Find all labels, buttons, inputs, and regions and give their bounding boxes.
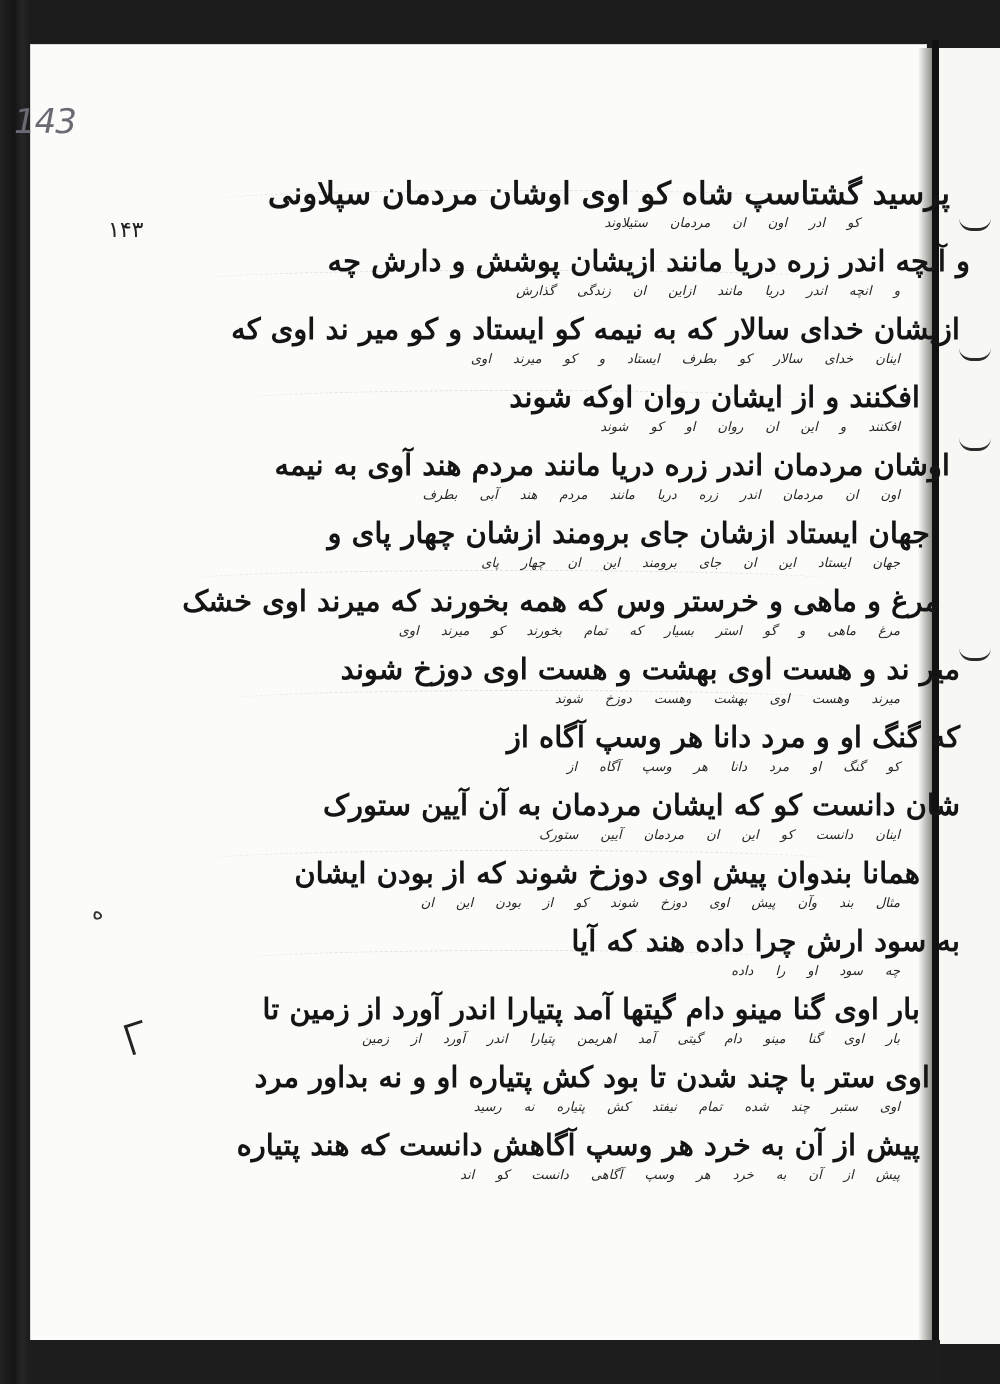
binding-gutter [932, 40, 939, 1350]
margin-mark: ه [92, 900, 104, 925]
interlinear-gloss: مرغ ماهی و گو استر بسیار که تمام بخورند کو میرند اوی [398, 624, 900, 639]
main-text: اوی ستر با چند شدن تا بود کش پتیاره او و نه بداور مرد [254, 1060, 930, 1094]
main-text: افکنند و از ایشان روان اوکه شوند [509, 380, 920, 414]
manuscript-text-block [150, 168, 970, 1188]
main-text: که گنگ او و مرد دانا هر وسپ آگاه از [506, 720, 960, 754]
text-line [150, 168, 950, 236]
text-line [150, 1120, 920, 1188]
text-line [150, 440, 950, 508]
interlinear-gloss: کو گنگ او مرد دانا هر وسپ آگاه از [567, 760, 900, 775]
main-text: ازیشان خدای سالار که به نیمه کو ایستاد و کو میر ند اوی که [231, 312, 960, 346]
text-line [150, 916, 960, 984]
interlinear-gloss: اینان دانست کو این ان مردمان آیین ستورک [538, 828, 900, 843]
main-text: جهان ایستاد ازشان جای برومند ازشان چهار پای و [327, 516, 930, 550]
folio-number: 143 [14, 102, 76, 142]
text-line [150, 780, 960, 848]
interlinear-gloss: جهان ایستاد این ان جای برومند این ان چهار پای [481, 556, 900, 571]
text-line [150, 712, 960, 780]
main-text: بار اوی گنا مینو دام گیتها آمد پتیارا اندر آورد از زمین تا [262, 992, 920, 1026]
facing-page-edge [939, 48, 1000, 1344]
main-text: شان دانست کو که ایشان مردمان به آن آیین ستورک [323, 788, 960, 822]
interlinear-gloss: پیش از آن به خرد هر وسپ آگاهی دانست کو اند [460, 1168, 900, 1183]
interlinear-gloss: چه سود او را داده [731, 964, 900, 979]
interlinear-gloss: مثال بند وآن پیش اوی دوزخ شوند کو از بودن این ان [420, 896, 900, 911]
text-line [150, 508, 930, 576]
scan-bottom-edge [30, 1340, 940, 1384]
main-text: و آنچه اندر زره دریا مانند ازیشان پوشش و دارش چه [327, 244, 970, 278]
interlinear-gloss: کو ادر اون ان مردمان ستیلاوند [604, 216, 860, 231]
text-line [150, 372, 920, 440]
interlinear-gloss: و انچه اندر دریا مانند ازاین ان زندگی گذارش [516, 284, 900, 299]
main-text: پرسید گشتاسپ شاه کو اوی اوشان مردمان سپلاونی [267, 176, 950, 212]
interlinear-gloss: اینان خدای سالار کو بطرف ایستاد و کو میرند اوی [470, 352, 900, 367]
text-line [150, 236, 970, 304]
main-text: همانا بندوان پیش اوی دوزخ شوند که از بودن ایشان [294, 856, 920, 890]
text-line [150, 576, 940, 644]
main-text: میر ند و هست اوی بهشت و هست اوی دوزخ شوند [340, 652, 960, 686]
text-line [150, 984, 920, 1052]
interlinear-gloss: افکنند و این ان روان او کو شوند [600, 420, 900, 435]
interlinear-gloss: میرند وهست اوی بهشت وهست دوزخ شوند [554, 692, 900, 707]
text-line [150, 644, 960, 712]
text-line [150, 848, 920, 916]
interlinear-gloss: اون ان مردمان اندر زره دریا مانند مردم هند آبی بطرف [422, 488, 900, 503]
main-text: اوشان مردمان اندر زره دریا مانند مردم هند آوی به نیمه [274, 448, 950, 482]
folio-number-persian: ۱۴۳ [108, 218, 144, 243]
main-text: پیش از آن به خرد هر وسپ آگاهش دانست که هند پتیاره [236, 1128, 920, 1162]
interlinear-gloss: اوی ستبر چند شده تمام نیفتد کش پتیاره نه رسید [473, 1100, 900, 1115]
gutter-shadow [918, 48, 932, 1340]
text-line [150, 304, 960, 372]
main-text: به سود ارش چرا داده هند که آیا [571, 924, 960, 958]
main-text: مرغ و ماهی و خرستر وس که همه بخورند که میرند اوی خشک [182, 584, 940, 618]
interlinear-gloss: بار اوی گنا مینو دام گیتی آمد اهریمن پتیارا اندر آورد از زمین [361, 1032, 900, 1047]
text-line [150, 1052, 930, 1120]
